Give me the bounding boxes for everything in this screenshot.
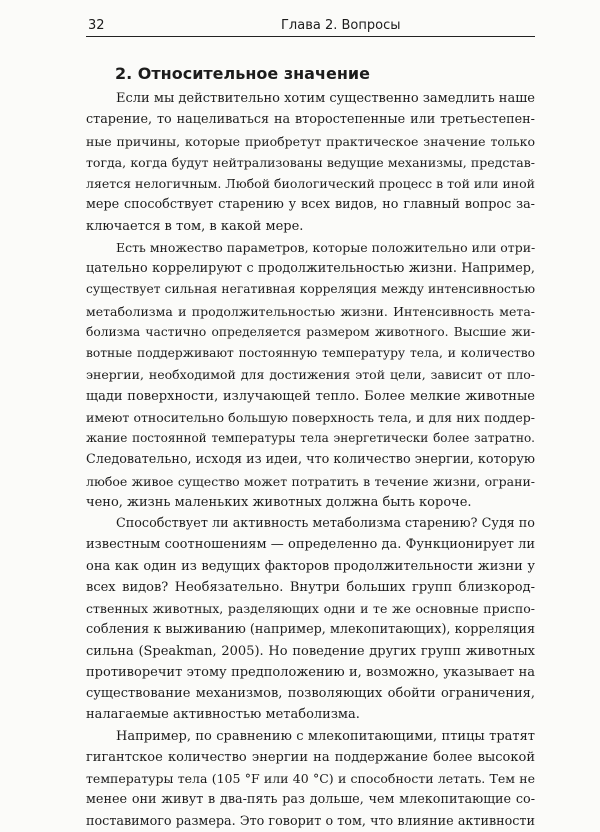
text-line: гигантское количество энергии на поддержание более высокой bbox=[86, 749, 535, 765]
text-line: собления к выживанию (например, млекопитающих), корреляция bbox=[86, 622, 535, 638]
page-header bbox=[86, 12, 535, 37]
text-line: имеют относительно большую поверхность тела, и для них поддер- bbox=[86, 409, 535, 425]
text-line: энергии, необходимой для достижения этой цели, зависит от пло- bbox=[86, 367, 535, 383]
page-number: 32 bbox=[88, 18, 105, 33]
text-line: известным соотношениям — определенно да. Функционирует ли bbox=[86, 537, 535, 553]
text-line: всех видов? Необязательно. Внутри больших групп близкород- bbox=[86, 579, 535, 595]
text-line: чено, жизнь маленьких животных должна быть короче. bbox=[86, 494, 472, 510]
text-line: вотные поддерживают постоянную температуру тела, и количество bbox=[86, 346, 535, 360]
text-line: ляется нелогичным. Любой биологический процесс в той или иной bbox=[86, 176, 535, 191]
text-line: налагаемые активностью метаболизма. bbox=[86, 707, 360, 723]
text-line: жание постоянной температуры тела энергетически более затратно. bbox=[86, 431, 535, 445]
body-text bbox=[86, 88, 535, 832]
text-line: Есть множество параметров, которые положительно или отри- bbox=[116, 239, 535, 255]
text-line: ственных животных, разделяющих одни и те же основные приспо- bbox=[86, 601, 535, 616]
text-line: существует сильная негативная корреляция между интенсивностью bbox=[86, 282, 535, 297]
text-line: любое живое существо может потратить в течение жизни, ограни- bbox=[86, 473, 535, 489]
text-line: цательно коррелируют с продолжительностью жизни. Например, bbox=[86, 261, 535, 276]
text-line: ные причины, которые приобретут практическое значение только bbox=[86, 133, 535, 149]
text-line: тогда, когда будут нейтрализованы ведущие механизмы, представ- bbox=[86, 154, 535, 170]
text-line: щади поверхности, излучающей тепло. Более мелкие животные bbox=[86, 388, 535, 404]
text-line: Например, по сравнению с млекопитающими, птицы тратят bbox=[116, 728, 535, 744]
text-line: она как один из ведущих факторов продолжительности жизни у bbox=[86, 558, 535, 574]
text-line: старение, то нацеливаться на второстепенные или третьестепен- bbox=[86, 112, 535, 128]
text-line: температуры тела (105 °F или 40 °C) и способности летать. Тем не bbox=[86, 771, 535, 786]
text-line: болизма частично определяется размером животного. Высшие жи- bbox=[86, 324, 535, 339]
text-line: мере способствует старению у всех видов, но главный вопрос за- bbox=[86, 197, 535, 213]
chapter-title: Глава 2. Вопросы bbox=[281, 18, 401, 33]
text-line: метаболизма и продолжительностью жизни. Интенсивность мета- bbox=[86, 303, 535, 319]
text-line: противоречит этому предположению и, возможно, указывает на bbox=[86, 664, 535, 680]
text-line: существование механизмов, позволяющих обойти ограничения, bbox=[86, 686, 535, 701]
text-line: Следовательно, исходя из идеи, что количество энергии, которую bbox=[86, 452, 535, 468]
text-line: поставимого размера. Это говорит о том, что влияние активности bbox=[86, 813, 535, 829]
text-line: Способствует ли активность метаболизма старению? Судя по bbox=[116, 516, 535, 531]
text-line: сильна (Speakman, 2005). Но поведение других групп животных bbox=[86, 643, 535, 659]
text-line: менее они живут в два-пять раз дольше, чем млекопитающие со- bbox=[86, 792, 535, 808]
text-line: ключается в том, в какой мере. bbox=[86, 218, 304, 234]
section-title: 2. Относительное значение bbox=[115, 64, 370, 83]
text-line: Если мы действительно хотим существенно замедлить наше bbox=[116, 91, 535, 106]
